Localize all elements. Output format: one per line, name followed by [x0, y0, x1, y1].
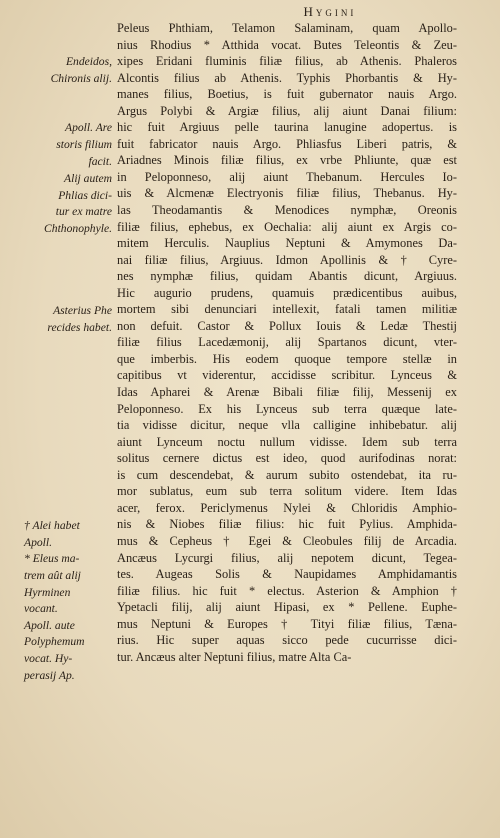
text-line: solitus cernere dictus est ideo, quod aurifodinas norat:: [117, 451, 457, 466]
running-head: Hygini: [303, 4, 357, 19]
text-line: filiæ filius. hic fuit * electus. Asterion & Amphion †: [117, 583, 457, 598]
text-line: Hic augurio prudens, quamuis prædicentibus auibus,: [117, 285, 457, 300]
text-line: Ancæus Lycurgi filius, alij nepotem dicunt, Tegea-: [117, 550, 457, 565]
text-line: tur. Ancæus alter Neptuni filius, matre Alta Ca-: [117, 649, 352, 664]
margin-note: Phlias dici-: [58, 189, 112, 202]
text-line: nes nymphæ filius, quidam Abantis dicunt, Argiuus.: [117, 269, 457, 284]
main-text-column: [117, 20, 457, 665]
text-line: rius. Hic super aquas sicco pede cucurrisse dici-: [117, 633, 457, 648]
margin-note: Alij autem: [64, 172, 112, 185]
text-line: mor sublatus, eum sub terra solitum videre. Item Idas: [117, 484, 457, 499]
text-line: non defuit. Castor & Pollux Iouis & Ledæ Thestij: [117, 318, 457, 333]
margin-note: vocant.: [24, 602, 58, 615]
text-line: aiunt Lynceum noctu nullum vidisse. Idem sub terra: [117, 434, 457, 449]
text-line: in Peloponneso, alij aiunt Thebanum. Hercules Io-: [117, 169, 457, 184]
text-line: nius Rhodius * Atthida vocat. Butes Teleontis & Zeu-: [117, 37, 457, 52]
text-line: Idas Apharei & Arenæ Bibali filiæ filij, Messenij ex: [117, 385, 457, 400]
margin-note: Apoll.: [24, 536, 53, 549]
margin-note: * Eleus ma-: [24, 552, 80, 565]
margin-note: † Alei habet: [24, 519, 80, 532]
text-line: acer, ferox. Periclymenus Nylei & Chloridis Amphio-: [117, 500, 457, 515]
text-line: nai filiæ filius, Argiuus. Idmon Apollinis & † Cyre-: [117, 252, 457, 267]
margin-note: facit.: [88, 155, 112, 168]
margin-note: Apoll. aute: [24, 619, 75, 632]
text-line: las Theodamantis & Menodices nymphæ, Oreonis: [117, 203, 457, 218]
margin-note: Polyphemum: [24, 635, 85, 648]
margin-note: tur ex matre: [55, 205, 112, 218]
text-line: is cum descendebat, & aurum subito ostendebat, ita ru-: [117, 467, 457, 482]
text-line: capitibus vt viderentur, accidisse scribitur. Lynceus &: [117, 368, 457, 383]
text-line: xipes Eridani fluminis filiæ filius, ab Athenis. Phaleros: [117, 54, 457, 69]
text-line: tes. Augeas Solis & Naupidames Amphidamantis: [117, 567, 457, 582]
text-line: Peloponneso. Ex his Lynceus sub terra quæque late-: [117, 401, 457, 416]
margin-note: Chthonophyle.: [44, 222, 112, 235]
text-line: mus Neptuni & Europes † Tityi filiæ filius, Tæna-: [117, 616, 457, 631]
text-line: filiæ filius Lacedæmonij, alij Spartanos dicunt, vter-: [117, 335, 457, 350]
text-line: Ariadnes Minois filiæ filius, ex vrbe Phliunte, quæ est: [117, 153, 457, 168]
margin-note: storis filium: [56, 138, 112, 151]
text-line: mus & Cepheus † Egei & Cleobules filij de Arcadia.: [117, 533, 457, 548]
text-line: Argus Polybi & Argiæ filius, alij aiunt Danai filium:: [117, 103, 457, 118]
text-line: nis & Niobes filiæ filius: hic fuit Pylius. Amphida-: [117, 517, 457, 532]
text-line: mitem Herculis. Nauplius Neptuni & Amymones Da-: [117, 236, 457, 251]
margin-note: vocat. Hy-: [24, 652, 73, 665]
text-line: hic fuit Argiuus pelle taurina lanugine adopertus. is: [117, 120, 457, 135]
text-line: que imberbis. His eodem quoque tempore stellæ in: [117, 351, 457, 366]
text-line: Alcontis filius ab Athenis. Typhis Phorbantis & Hy-: [117, 70, 457, 85]
margin-note: perasij Ap.: [24, 669, 75, 682]
text-line: filiæ filius, ephebus, ex Oechalia: alij aiunt ex Argis co-: [117, 219, 457, 234]
margin-note: Apoll. Are: [64, 121, 112, 134]
margin-note: trem aût alij: [24, 569, 81, 582]
text-line: uis & Alcmenæ Electryonis filiæ filius, Thebanus. Hy-: [117, 186, 457, 201]
text-line: Ypetacli filij, alij aiunt Hipasi, ex * Pellene. Euphe-: [117, 600, 457, 615]
text-line: tia vidisse dicitur, neque vlla calligine inhibebatur. alij: [117, 418, 457, 433]
text-line: mortem sibi denunciari intellexit, fatali tamen militiæ: [117, 302, 457, 317]
margin-note: Asterius Phe: [53, 304, 112, 317]
margin-note: recides habet.: [47, 321, 112, 334]
text-line: Peleus Phthiam, Telamon Salaminam, quam Apollo-: [117, 21, 457, 35]
text-line: manes filius, Boetius, is fuit gubernator nauis Argo.: [117, 87, 457, 102]
margin-note: Chironis alij.: [50, 72, 112, 85]
text-line: fuit fabricator nauis Argo. Phliasfus Liberi patris, &: [117, 136, 457, 151]
margin-note: Hyrminen: [24, 586, 71, 599]
margin-note: Endeidos,: [65, 55, 112, 68]
